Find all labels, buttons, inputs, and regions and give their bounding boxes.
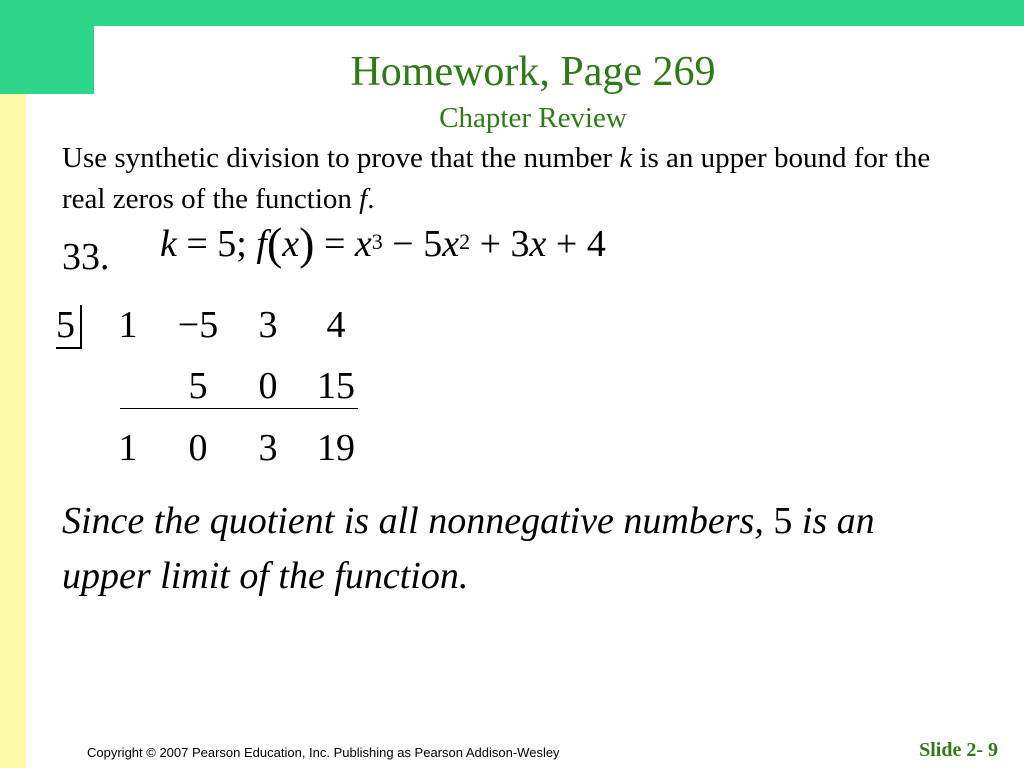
coefficient-1: 1	[118, 304, 138, 346]
eq-x-1: x	[282, 223, 300, 265]
product-1: 5	[188, 365, 208, 407]
conclusion-text	[62, 494, 972, 604]
eq-exponent-2: 2	[459, 229, 471, 254]
problem-equation	[160, 218, 606, 269]
instructions-part-1: Use synthetic division to prove that the number	[62, 142, 620, 174]
copyright-footer: Copyright © 2007 Pearson Education, Inc. Publishing as Pearson Addison-Wesley	[87, 745, 560, 760]
eq-x-4: x	[529, 223, 547, 265]
conclusion-part-2: is an upper limit of the function.	[62, 500, 875, 597]
slide-subtitle: Chapter Review	[439, 102, 627, 134]
top-accent-bar	[0, 0, 1024, 26]
eq-x-2: x	[354, 223, 372, 265]
eq-part-2: =	[314, 223, 355, 265]
product-2: 0	[258, 365, 278, 407]
coefficient-2: −5	[177, 304, 219, 346]
eq-x-3: x	[442, 223, 460, 265]
variable-f: f	[359, 183, 368, 215]
instructions-text	[62, 138, 962, 220]
slide-number: Slide 2- 9	[919, 739, 998, 761]
slide-title: Homework, Page 269	[350, 49, 716, 95]
result-4: 19	[317, 427, 355, 469]
eq-rparen: )	[299, 218, 315, 269]
result-3: 3	[258, 427, 278, 469]
result-2: 0	[188, 427, 208, 469]
variable-k: k	[619, 142, 633, 174]
left-accent-strip	[0, 94, 26, 768]
eq-part-5: + 4	[546, 223, 606, 265]
eq-part-1: = 5;	[176, 223, 257, 265]
coefficient-3: 3	[258, 304, 278, 346]
eq-f: f	[256, 223, 267, 265]
eq-exponent-3: 3	[371, 229, 383, 254]
product-3: 15	[317, 365, 355, 407]
instructions-part-3: .	[367, 183, 375, 215]
eq-k: k	[160, 223, 177, 265]
sum-line	[120, 408, 358, 409]
conclusion-number: 5	[773, 500, 793, 542]
instructions-part-2: is an upper bound for the real zeros of the function	[62, 142, 931, 215]
conclusion-part-1: Since the quotient is all nonnegative numbers,	[62, 500, 774, 542]
eq-part-3: − 5	[382, 223, 443, 265]
problem-number: 33.	[62, 236, 110, 278]
eq-lparen: (	[266, 218, 283, 269]
coefficient-4: 4	[326, 304, 346, 346]
divisor-value: 5	[56, 304, 75, 346]
result-1: 1	[118, 427, 138, 469]
eq-part-4: + 3	[470, 223, 530, 265]
